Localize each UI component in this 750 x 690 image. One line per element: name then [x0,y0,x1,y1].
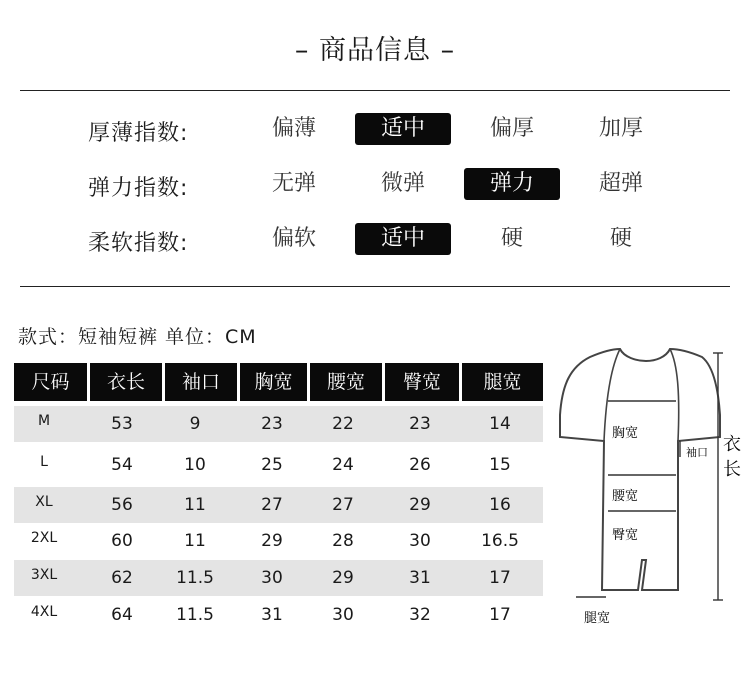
hip-label: 臀宽 [612,528,639,543]
index-option: 偏软 [271,226,316,251]
table-cell: 53 [111,414,133,434]
table-header-cell: 衣长 [90,363,162,401]
cuff-label: 袖口 [686,446,708,459]
table-header-cell: 袖口 [165,363,237,401]
index-option: 硬 [609,226,632,251]
index-option: 偏厚 [489,116,534,141]
table-cell: 32 [409,605,431,625]
table-cell: 56 [111,495,133,515]
table-cell: 62 [111,568,133,588]
table-header-cell: 尺码 [14,363,87,401]
table-cell: 11 [184,495,206,515]
length-label-char-2: 长 [723,459,741,480]
table-cell: 60 [111,531,133,551]
table-cell: 30 [332,605,354,625]
table-cell: 11.5 [176,568,214,588]
table-cell: 64 [111,605,133,625]
section-divider [20,286,730,287]
index-option: 偏薄 [271,116,316,141]
index-option: 超弹 [598,171,643,196]
table-cell: 27 [261,495,283,515]
index-option: 微弹 [380,171,425,196]
table-header-cell: 胸宽 [240,363,307,401]
table-cell: 11.5 [176,605,214,625]
table-cell: 25 [261,455,283,475]
table-cell: 28 [332,531,354,551]
table-size-cell: 3XL [30,567,58,583]
table-cell: 16.5 [481,531,519,551]
table-size-cell: M [37,413,51,429]
table-cell: 9 [189,414,201,434]
style-unit-line: 款式：短袖短裤 单位：CM [18,326,257,348]
table-cell: 29 [332,568,354,588]
table-cell: 27 [332,495,354,515]
index-option-selected: 弹力 [464,168,560,200]
table-size-cell: 4XL [30,604,58,620]
table-cell: 22 [332,414,354,434]
table-cell: 29 [409,495,431,515]
title-divider [20,90,730,91]
index-option: 加厚 [598,116,643,141]
garment-diagram [548,345,748,635]
table-cell: 17 [489,605,511,625]
table-header-cell: 臀宽 [385,363,459,401]
table-cell: 26 [409,455,431,475]
table-cell: 23 [409,414,431,434]
table-cell: 15 [489,455,511,475]
index-label: 弹力指数: [88,176,189,201]
table-size-cell: L [40,454,48,470]
table-cell: 14 [489,414,511,434]
page-title: – 商品信息 – [294,35,456,66]
index-label: 柔软指数: [88,231,189,256]
table-cell: 31 [261,605,283,625]
table-cell: 24 [332,455,354,475]
table-cell: 30 [409,531,431,551]
leg-label: 腿宽 [584,611,611,626]
table-cell: 16 [489,495,511,515]
table-cell: 54 [111,455,133,475]
table-size-cell: XL [35,494,53,510]
table-size-cell: 2XL [30,530,58,546]
length-label-char-1: 衣 [723,434,741,455]
index-label: 厚薄指数: [88,121,189,146]
table-cell: 11 [184,531,206,551]
table-cell: 30 [261,568,283,588]
table-header-cell: 腰宽 [310,363,382,401]
chest-label: 胸宽 [612,426,639,441]
table-cell: 29 [261,531,283,551]
index-option: 无弹 [271,171,316,196]
table-cell: 10 [184,455,206,475]
table-cell: 31 [409,568,431,588]
waist-label: 腰宽 [612,489,639,504]
garment-outline [560,349,720,590]
table-cell: 23 [261,414,283,434]
table-header-cell: 腿宽 [462,363,543,401]
table-cell: 17 [489,568,511,588]
index-option-selected: 适中 [355,223,451,255]
index-option-selected: 适中 [355,113,451,145]
index-option: 硬 [500,226,523,251]
